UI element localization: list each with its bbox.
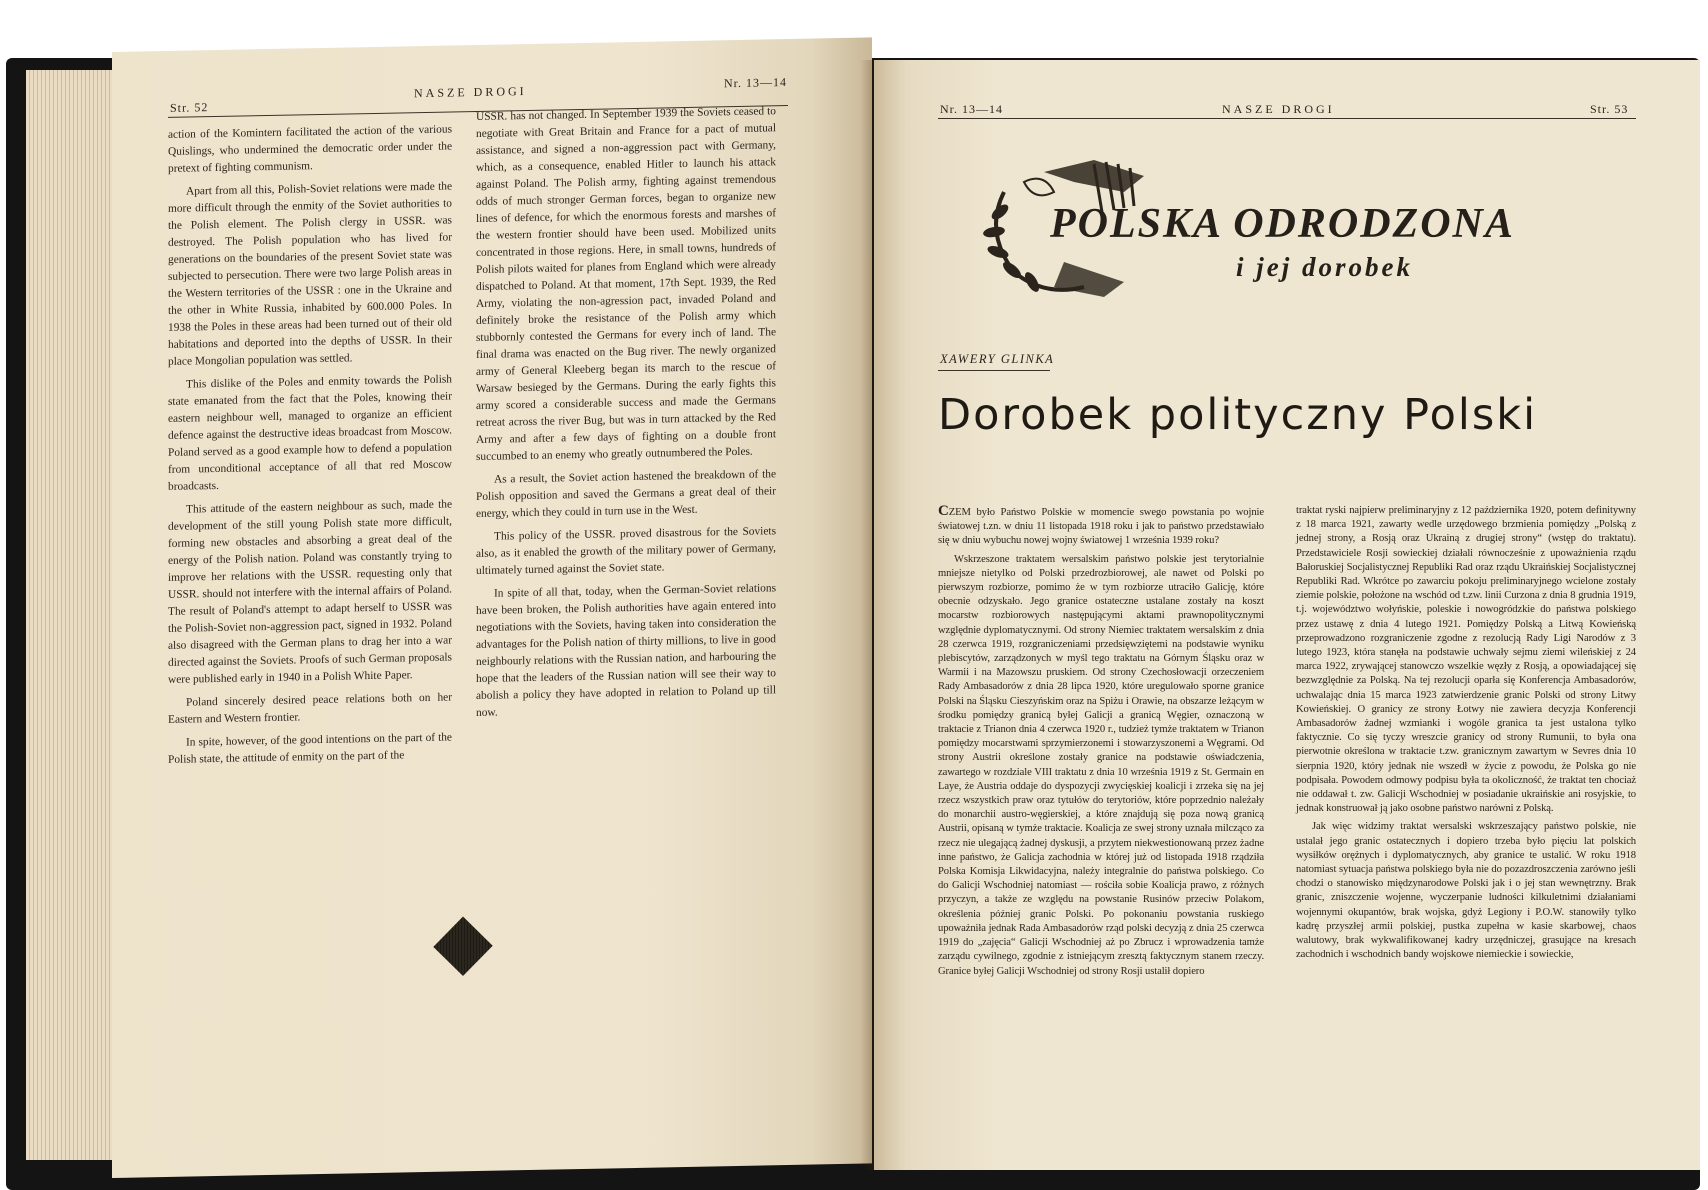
left-page-number: Str. 52 [170, 100, 209, 115]
drop-cap: C [938, 503, 949, 519]
paragraph: Wskrzeszone traktatem wersalskim państwo polskie jest terytorialnie mniejsze nietylko od Polski przedrozbiorowej, ale nawet od Polski po pierwszym rozbiorze, pomimo że w tym rozbiorze utraciło Galicję, które obecnie odzyskało. Jego granice ostateczne ustalane zostały na koszt mocarstw rozbiorowych następującymi aktami prawnopolitycznymi względnie dyplomatycznymi. Od strony Niemiec traktatem wersalskim z dnia 28 czerwca 1919, rozgraniczeniami przedsięwziętemi na podstawie wyniku plebiscytów, zarządzonych w myśl tego traktatu na Górnym Śląsku oraz w Warmii i na Mazowszu pruskiem. Od strony Czechosłowacji orzeczeniem Rady Ambasadorów z dnia 28 lipca 1920, które uregulowało sporne granice Polski na Śląsku Cieszyńskim oraz na Spiżu i Orawie, na obszarze leżącym w środku pomiędzy granicą byłej Galicji a granicą Węgier, oznaczoną w traktacie z Trianon dnia 4 czerwca 1920 r., tudzież tymże traktatem w Trianon pomiędzy mocarstwami sprzymierzonemi i stowarzyszonemi a Węgrami. Od strony Austrii określone zostały granice na podstawie oświadczenia, zawartego w rozdziale VIII traktatu z dnia 10 września 1919 z St. Germain en Laye, że Austria oddaje do dyspozycji zwycięskiej koalicji i zrzeka się na jej rzecz wszystkich praw oraz tytułów do terytoriów, które poprzednio należały do monarchii austro-węgierskiej, a które znajdują się poza nową granicą Austrii, opisaną w tymże traktacie. Koalicja ze swej strony uznała milcząco za rzecz nie ulegającą żadnej dyskusji, a przytem niekwestionowaną przez żadne inne państwo, że Galicja zachodnia w której już od listopada 1918 rządziła Polska Komisja Likwidacyjna, należy integralnie do państwa polskiego. Co do Galicji Wschodniej natomiast — rościła sobie Koalicja prawo, z różnych przyczyn, a także ze względu na powstanie Rusinów przeciw Polakom, określenia później granic Polski. Po pokonaniu powstania ruskiego upoważniła jednak Rada Ambasadorów rząd polski decyzją z dnia 25 czerwca 1919 do „zajęcia“ Galicji Wschodniej aż po Zbrucz i wprowadzenia tamże zarządu cywilnego, zgodnie z istniejącym zresztą faktycznym stanem rzeczy. Granice byłej Galicji Wschodniej od strony Rosji ustalił dopiero [938, 553, 1264, 977]
paragraph: This policy of the USSR. proved disastrous for the Soviets also, as it enabled the growth of the military power of Germany, ultimately turned against the Soviet state. [476, 525, 776, 578]
left-column-1 [168, 121, 452, 774]
paragraph: This attitude of the eastern neighbour as such, made the development of the still young Polish state more difficult, forming new obstacles and absorbing a great deal of the energy of the Polish nation. Poland was constantly trying to improve her relations with the USSR. requesting only that USSR. should not interfere with the internal affairs of Poland. The result of Poland's attempt to adapt herself to USSR was the Polish-Soviet non-aggression pact, signed in 1932. Poland also disagreed with the German plans to drag her into a war directed against the Soviets. Proofs of such German proposals were published early in 1940 in a Polish White Paper. [168, 498, 452, 686]
paragraph: traktat ryski najpierw preliminaryjny z 12 października 1920, potem definitywny z 18 marca 1921, zawarty wedle urzędowego brzmienia pomiędzy „Polską z jednej strony, a Rosją oraz Ukrainą z drugiej strony“ (wstęp do traktatu). Przedstawiciele Rosji sowieckiej działali równocześnie z upoważnienia rządu Bałoruskiej Socjalistycznej Republiki Rad oraz rządu Ukraińskiej Socjalistycznej Republiki Rad. Wkrótce po zawarciu pokoju preliminaryjnego wcielone zostały ziemie polskie, położone na wschód od t.zw. linii Curzona z dnia 8 grudnia 1919, t.j. województwo wołyńskie, poleskie i nowogródzkie do państwa polskiego przez ustawę z dnia 4 lutego 1921. Pomiędzy Polską a Litwą Kowieńską przeprowadzono rozgraniczenie zgodne z rezolucją Rady Ligi Narodów z 3 lutego 1923, która stanęła na podstawie uchwały sejmu ziemi wileńskiej z 24 marca 1922, zrywającej stanowczo wszelkie węzły z Rosją, a opowiadającej się bezwzględnie za Polską. Na tej rezolucji oparła się Konferencja Ambasadorów, uchwalając dnia 15 marca 1923 zatwierdzenie granic Polski od strony Litwy Kowieńskiej. O granicy ze strony Łotwy nie zawiera decyzja Konferencji Ambasadorów żadnej wzmianki i wogóle granica ta jest ustalona tylko faktycznie. Co się tyczy wreszcie granicy od strony Rumunii, to była ona pierwotnie określona w traktacie t.zw. granicznym zawartym w Sevres dnia 10 sierpnia 1920, który jednak nie wszedł w życie z powodu, że Polska go nie podpisała. Powodem odmowy podpisu była ta okoliczność, że traktat ten chociaż nie oddawał t. zw. Galicji Wschodniej w posiadanie ukraińskie ani rosyjskie, to jednak konstruował ją jako osobne państwo narówni z Polską. [1296, 505, 1636, 815]
left-issue-number: Nr. 13—14 [724, 75, 787, 91]
right-header-rule [938, 118, 1636, 119]
paragraph: Poland sincerely desired peace relations both on her Eastern and Western frontier. [168, 691, 452, 726]
logo-title: POLSKA ODRODZONA [1050, 201, 1515, 247]
paragraph: This dislike of the Poles and enmity towards the Polish state emanated from the fact that the Poles, knowing their eastern neighbour well, managed to organize an efficient defence against the destructive ideas broadcast from Moscow. Poland served as a good example how to defend a population from unconditional acceptance of all that red Moscow broadcasts. [168, 373, 452, 493]
article-title: Dorobek polityczny Polski [938, 390, 1538, 440]
paragraph [938, 504, 1264, 549]
paragraph: Apart from all this, Polish-Soviet relations were made the more difficult through the enmity of the Soviet authorities to the Polish element. The Polish clergy in USSR. was destroyed. The Polish population who has lived for generations on the boundaries of the present Soviet state was subjected to persecution. There were two large Polish areas in the Western territories of the USSR : one in the Ukraine and the other in White Russia, inhabited by 600.000 Poles. In 1938 the Poles in these areas had been turned out of their old habitations and deported into the depths of USSR. In their place Mongolian population was settled. [168, 180, 452, 368]
right-page-number: Str. 53 [1590, 102, 1629, 116]
author-underline [938, 370, 1050, 371]
paragraph: Jak więc widzimy traktat wersalski wskrzeszający państwo polskie, nie ustalał jego granic ostatecznych i dopiero trzeba było pięciu lat polskich wysiłków orężnych i dyplomatycznych, aby granice te ustalić. W roku 1918 natomiast sytuacja państwa polskiego była nie do pozazdroszczenia zarówno jeśli chodzi o stanowisko międzynarodowe Polski jak i o jej stan wewnętrzny. Brak granic, zniszczenie wojenne, wyczerpanie ludności kilkuletnimi działaniami wojennymi okupantów, brak wojska, gdyż Legiony i P.O.W. stanowiły tylko kadrę przyszłej armii polskiej, pustka zupełna w kasie skarbowej, chaos walutowy, brak wykwalifikowanej kadry urzędniczej, grasujące na kresach zachodnich i wschodnich bandy wojskowe niemieckie i sowieckie, [1296, 821, 1636, 961]
paragraph-text: ZEM było Państwo Polskie w momencie swego powstania po wojnie światowej t.zn. w dniu 11 listopada 1918 roku i jak to państwo przedstawiało się w dniu wybuchu nowej wojny światowej 1 września 1939 roku? [938, 507, 1264, 547]
paragraph: As a result, the Soviet action hastened the breakdown of the Polish opposition and saved the Germans a great deal of their energy, which they could in turn use in the West. [476, 468, 776, 521]
diamond-ornament-icon [433, 917, 492, 976]
left-column-2 [476, 103, 776, 728]
left-page [112, 37, 872, 1178]
paragraph: USSR. has not changed. In September 1939 the Soviets ceased to negotiate with Great Britain and France for a pact of mutual assistance, and signed a non-aggression pact with Germany, which, as a consequence, enabled Hitler to launch his attack against Poland. The Polish army, fighting against tremendous odds of much stronger German forces, began to organize new lines of defence, for which the enormous forests and marshes of the western frontier should have been used. Mobilized units concentrated in those regions. Here, in small towns, hundreds of Polish pilots waited for planes from England which were already dispatched to Poland. At that moment, 17th Sept. 1939, the Red Army, violating the non-agression pact, invaded Poland and definitely broke the resistance of the Polish army which stubbornly contested the Germans for every inch of land. The final drama was enacted on the Bug river. The newly organized army of General Kleeberg began its march to the rescue of Warsaw besieged by the Germans. During the early fights this army scored a considerable success and made the Germans retreat across the river Bug, but was in turn attacked by the Red Army and after a few days of fighting on a double front succumbed to an enemy who greatly outnumbered the Poles. [476, 105, 776, 464]
right-column-1 [938, 504, 1264, 983]
paragraph: In spite, however, of the good intentions on the part of the Polish state, the attitude of enmity on the part of the [168, 731, 452, 766]
paragraph: In spite of all that, today, when the German-Soviet relations have been broken, the Polish authorities have again entered into negotiations with the Soviets, having taken into consideration the advantages for the Polish nation of thirty millions, to live in good neighbourly relations with the Russian nation, and harbouring the hope that the leaders of the Russian nation will see their way to abolish a policy they have adopted in relation to Poland up till now. [476, 582, 776, 720]
logo-subtitle: i jej dorobek [1236, 252, 1413, 282]
right-issue-number: Nr. 13—14 [940, 102, 1003, 116]
left-journal-title: NASZE DROGI [414, 84, 527, 101]
paragraph: action of the Komintern facilitated the action of the various Quislings, who undermined the democratic order under the pretext of fighting communism. [168, 123, 452, 175]
article-author: XAWERY GLINKA [940, 352, 1055, 366]
right-page [874, 60, 1700, 1170]
open-book [0, 40, 1708, 1190]
right-column-2 [1296, 504, 1636, 967]
right-journal-title: NASZE DROGI [1222, 102, 1335, 116]
